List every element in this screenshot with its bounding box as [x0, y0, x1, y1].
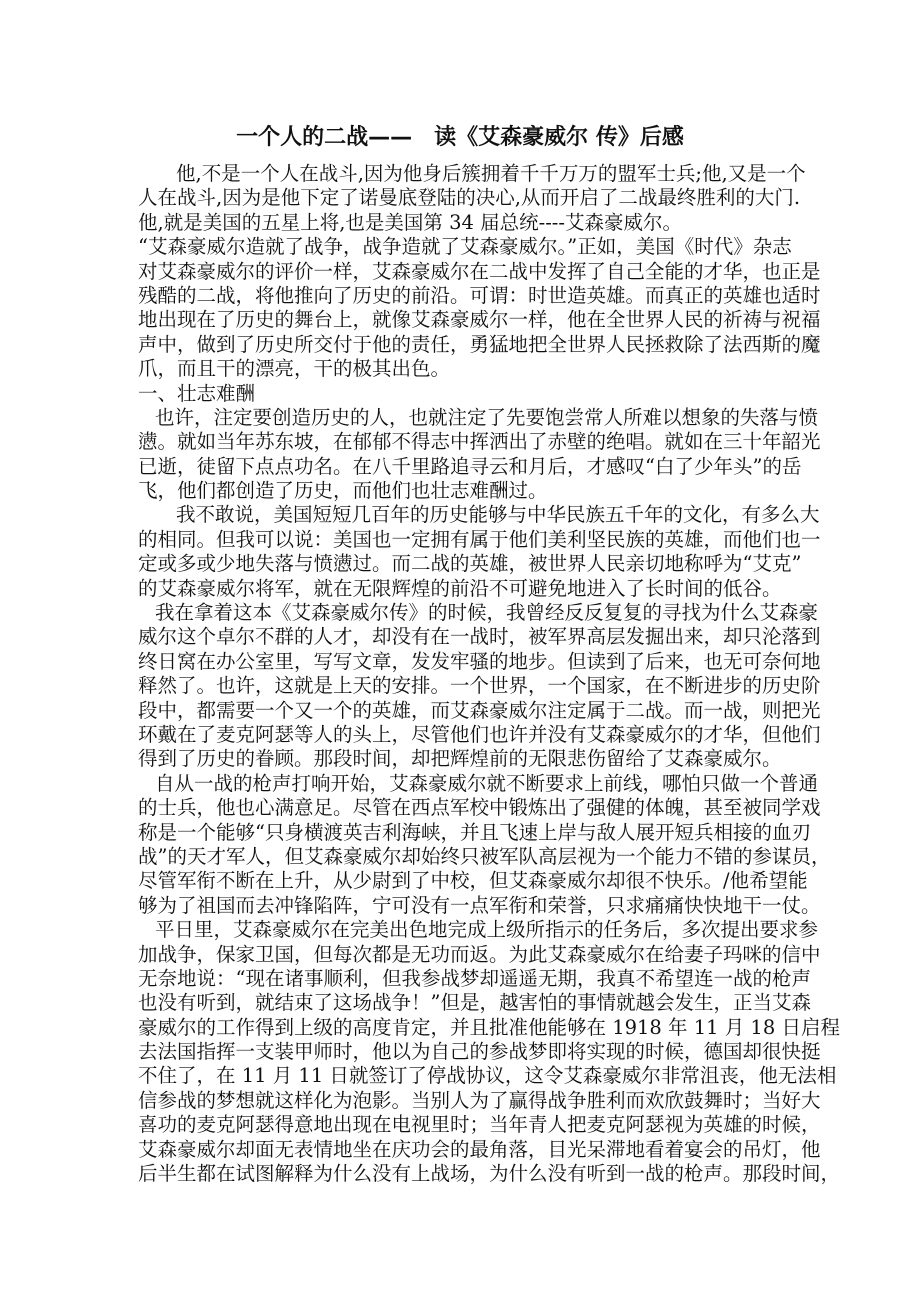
text-line: 残酷的二战，将他推向了历史的前沿。可谓：时世造英雄。而真正的英雄也适时: [138, 283, 821, 307]
text-line: 爪，而且干的漂亮，干的极其出色。: [138, 357, 451, 381]
text-line: 尽管军衔不断在上升，从少尉到了中校，但艾森豪威尔却很不快乐。/他希望能: [138, 869, 808, 893]
text-line: 环戴在了麦克阿瑟等人的头上，尽管他们也许并没有艾森豪威尔的才华，但他们: [138, 722, 821, 746]
text-line: 无奈地说：“现在诸事顺利，但我参战梦却遥遥无期，我真不希望连一战的枪声: [138, 966, 811, 990]
text-line: 也许，注定要创造历史的人，也就注定了先要饱尝常人所难以想象的失落与愤: [155, 405, 819, 429]
text-line: 战”的天才军人，但艾森豪威尔却始终只被军队高层视为一个能力不错的参谋员，: [138, 844, 831, 868]
text-line: 释然了。也许，这就是上天的安排。一个世界，一个国家，在不断进步的历史阶: [138, 674, 821, 698]
text-line: 段中，都需要一个又一个的英雄，而艾森豪威尔注定属于二战。而一战，则把光: [138, 698, 821, 722]
text-line: 已逝，徒留下点点功名。在八千里路追寻云和月后，才感叹“白了少年头”的岳: [138, 454, 802, 478]
document-title: 一个人的二战—— 读《艾森豪威尔 传》后感: [236, 125, 684, 150]
text-line: 地出现在了历史的舞台上，就像艾森豪威尔一样，他在全世界人民的祈祷与祝福: [138, 308, 821, 332]
text-line: 够为了祖国而去冲锋陷阵，宁可没有一点军衔和荣誉，只求痛痛快快地干一仗。: [138, 893, 821, 917]
text-line: 去法国指挥一支装甲师时，他以为自己的参战梦即将实现的时候，德国却很快挺: [138, 1040, 821, 1064]
text-line: 终日窝在办公室里，写写文章，发发牢骚的地步。但读到了后来，也无可奈何地: [138, 649, 821, 673]
text-line: 我在拿着这本《艾森豪威尔传》的时候，我曾经反反复复的寻找为什么艾森豪: [155, 601, 819, 625]
text-line: 声中，做到了历史所交付于他的责任，勇猛地把全世界人民拯救除了法西斯的魔: [138, 332, 821, 356]
text-line: 加战争，保家卫国，但每次都是无功而返。为此艾森豪威尔在给妻子玛咪的信中: [138, 942, 821, 966]
text-line: 喜功的麦克阿瑟得意地出现在电视里时；当年青人把麦克阿瑟视为英雄的时候，: [138, 1113, 821, 1137]
text-line: 人在战斗,因为是他下定了诺曼底登陆的决心,从而开启了二战最终胜利的大门.: [138, 186, 801, 210]
text-line: 懑。就如当年苏东坡，在郁郁不得志中挥洒出了赤壁的绝唱。就如在三十年韶光: [138, 430, 821, 454]
text-line: 对艾森豪威尔的评价一样，艾森豪威尔在二战中发挥了自己全能的才华，也正是: [138, 259, 821, 283]
text-line: “艾森豪威尔造就了战争，战争造就了艾森豪威尔。”正如，美国《时代》杂志: [138, 235, 792, 259]
text-line: 的士兵，他也心满意足。尽管在西点军校中锻炼出了强健的体魄，甚至被同学戏: [138, 796, 821, 820]
text-line: 的艾森豪威尔将军，就在无限辉煌的前沿不可避免地进入了长时间的低谷。: [138, 576, 782, 600]
text-line: 他,不是一个人在战斗,因为他身后簇拥着千千万万的盟军士兵;他,又是一个: [176, 162, 806, 185]
text-line: 定或多或少地失落与愤懑过。而二战的英雄，被世界人民亲切地称呼为“艾克”: [138, 552, 802, 576]
document-body: [138, 162, 841, 1186]
text-line: 的相同。但我可以说：美国也一定拥有属于他们美利坚民族的英雄，而他们也一: [138, 527, 821, 551]
text-line: 称是一个能够“只身横渡英吉利海峡，并且飞速上岸与敌人展开短兵相接的血刃: [138, 820, 811, 844]
text-line: 飞，他们都创造了历史，而他们也壮志难酬过。: [138, 479, 548, 503]
text-line: 得到了历史的眷顾。那段时间，却把辉煌前的无限悲伤留给了艾森豪威尔。: [138, 747, 782, 771]
text-line: 一、壮志难酬: [138, 381, 256, 405]
text-line: 我不敢说，美国短短几百年的历史能够与中华民族五千年的文化，有多么大: [176, 503, 820, 527]
text-line: 豪威尔的工作得到上级的高度肯定，并且批准他能够在 1918 年 11 月 18 日启程: [138, 1015, 840, 1039]
text-line: 威尔这个卓尔不群的人才，却没有在一战时，被军界高层发掘出来，却只沦落到: [138, 625, 821, 649]
text-line: 后半生都在试图解释为什么没有上战场，为什么没有听到一战的枪声。那段时间，: [138, 1162, 841, 1186]
text-line: 平日里，艾森豪威尔在完美出色地完成上级所指示的任务后，多次提出要求参: [155, 918, 819, 942]
text-line: 他,就是美国的五星上将,也是美国第 34 届总统----艾森豪威尔。: [138, 210, 682, 234]
text-line: 自从一战的枪声打响开始，艾森豪威尔就不断要求上前线，哪怕只做一个普通: [155, 771, 819, 795]
text-line: 信参战的梦想就这样化为泡影。当别人为了赢得战争胜利而欢欣鼓舞时；当好大: [138, 1088, 821, 1112]
text-line: 艾森豪威尔却面无表情地坐在庆功会的最角落，目光呆滞地看着宴会的吊灯，他: [138, 1137, 821, 1161]
text-line: 不住了，在 11 月 11 日就签订了停战协议，这令艾森豪威尔非常沮丧，他无法相: [138, 1064, 837, 1088]
text-line: 也没有听到，就结束了这场战争！”但是，越害怕的事情就越会发生，正当艾森: [138, 991, 811, 1015]
